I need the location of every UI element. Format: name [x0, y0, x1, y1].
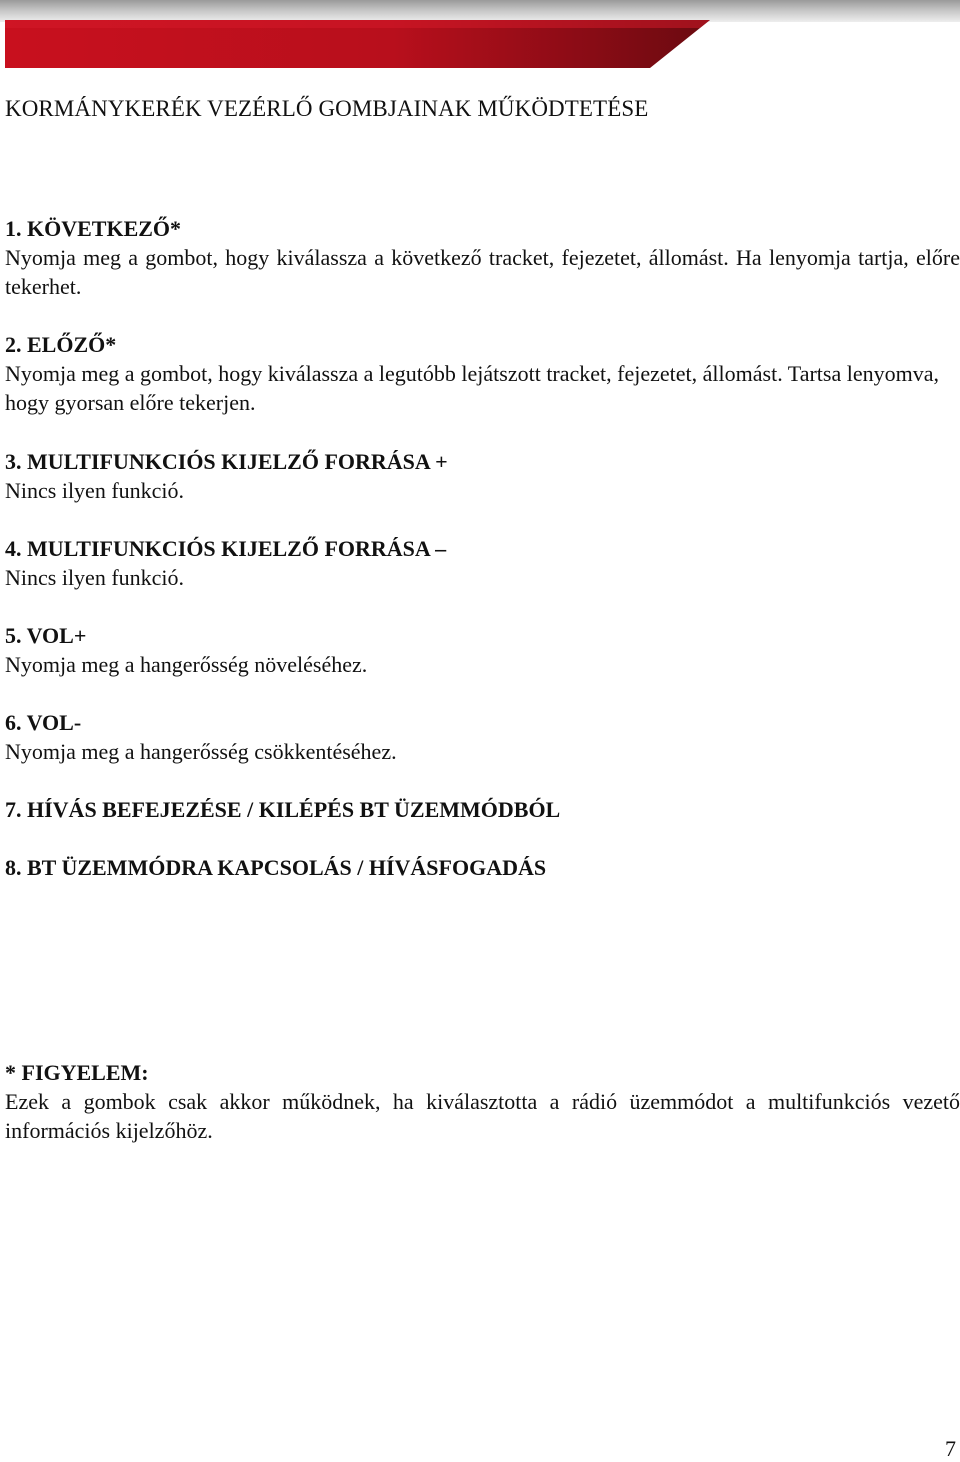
section-bt-mode — [5, 853, 960, 882]
section-body: Nyomja meg a hangerősség csökkentéséhez. — [5, 739, 397, 764]
note-body: Ezek a gombok csak akkor működnek, ha kiválasztotta a rádió üzemmódot a multifunkciós vezető információs kijelzőhöz. — [5, 1089, 960, 1143]
section-display-source-minus — [5, 534, 960, 592]
section-heading: 4. MULTIFUNKCIÓS KIJELZŐ FORRÁSA – — [5, 536, 447, 561]
note-heading: * FIGYELEM: — [5, 1060, 149, 1085]
section-body: Nyomja meg a gombot, hogy kiválassza a következő tracket, fejezetet, állomást. Ha lenyomja tartja, előre tekerhet. — [5, 245, 960, 299]
section-body: Nyomja meg a gombot, hogy kiválassza a legutóbb lejátszott tracket, fejezetet, állomást. Tartsa lenyomva, hogy gyorsan előre tekerjen. — [5, 361, 939, 415]
section-previous — [5, 330, 960, 417]
section-heading: 5. VOL+ — [5, 623, 87, 648]
note-section — [5, 1058, 960, 1145]
section-heading: 8. BT ÜZEMMÓDRA KAPCSOLÁS / HÍVÁSFOGADÁS — [5, 855, 547, 880]
section-heading: 3. MULTIFUNKCIÓS KIJELZŐ FORRÁSA + — [5, 449, 448, 474]
section-body: Nincs ilyen funkció. — [5, 478, 185, 503]
section-vol-minus — [5, 708, 960, 766]
section-body: Nincs ilyen funkció. — [5, 565, 185, 590]
section-next — [5, 214, 960, 301]
section-end-call — [5, 795, 960, 824]
section-display-source-plus — [5, 447, 960, 505]
section-vol-plus — [5, 621, 960, 679]
section-heading: 7. HÍVÁS BEFEJEZÉSE / KILÉPÉS BT ÜZEMMÓDBÓL — [5, 797, 561, 822]
header-decoration-band — [0, 0, 960, 68]
section-body: Nyomja meg a hangerősség növeléséhez. — [5, 652, 368, 677]
header-band-graphic — [0, 0, 960, 68]
section-heading: 6. VOL- — [5, 710, 82, 735]
page-number: 7 — [945, 1436, 956, 1461]
page-title: KORMÁNYKERÉK VEZÉRLŐ GOMBJAINAK MŰKÖDTETÉSE — [5, 96, 649, 121]
section-heading: 1. KÖVETKEZŐ* — [5, 216, 182, 241]
section-heading: 2. ELŐZŐ* — [5, 332, 117, 357]
